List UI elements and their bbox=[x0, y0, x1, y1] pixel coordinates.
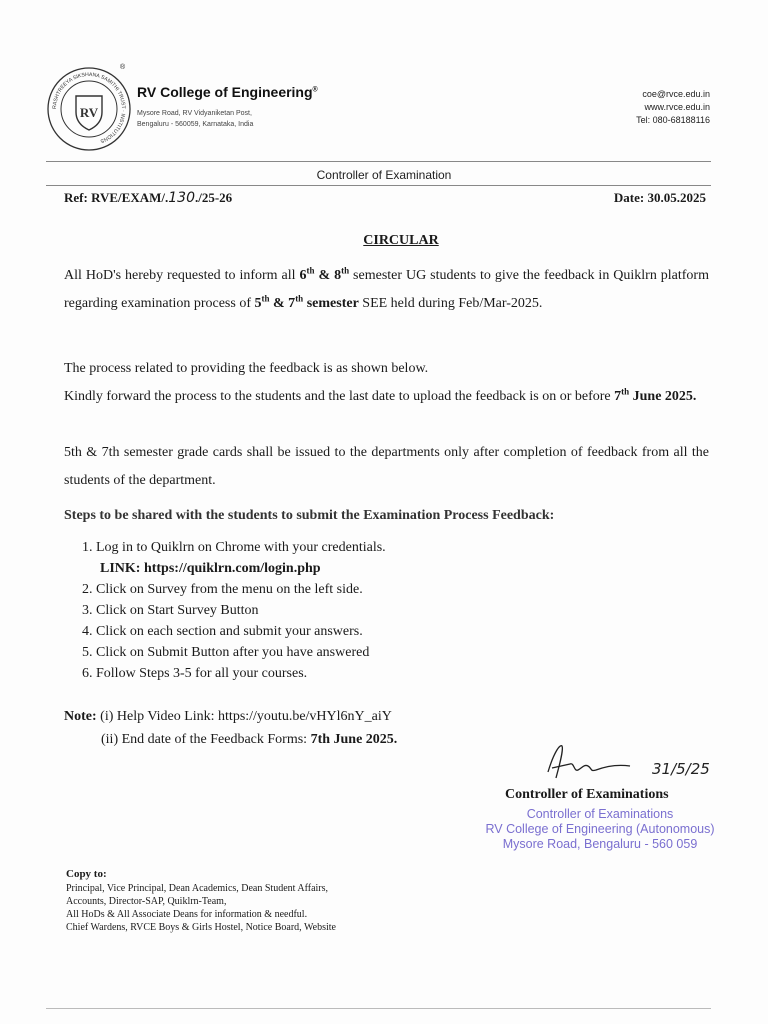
step-item: 3. Click on Start Survey Button bbox=[82, 603, 259, 618]
header-divider-top bbox=[46, 161, 711, 162]
stamp-line-1: Controller of Examinations bbox=[526, 807, 674, 821]
college-address bbox=[137, 108, 253, 130]
signatory-title: Controller of Examinations bbox=[505, 787, 669, 802]
help-video-link[interactable]: (i) Help Video Link: https://youtu.be/vHYl6nY_aiY bbox=[96, 709, 392, 724]
logo-shield-text: RV bbox=[79, 105, 99, 120]
copy-line: Chief Wardens, RVCE Boys & Girls Hostel, Notice Board, Website bbox=[66, 922, 336, 933]
step-item: 2. Click on Survey from the menu on the left side. bbox=[82, 582, 363, 597]
official-stamp bbox=[460, 807, 740, 852]
contact-tel: Tel: 080-68188116 bbox=[636, 115, 710, 125]
handwritten-ref-number: 130 bbox=[168, 190, 195, 206]
copy-line: All HoDs & All Associate Deans for information & needful. bbox=[66, 909, 308, 920]
paragraph-process: The process related to providing the feedback is as shown below. bbox=[64, 361, 429, 376]
paragraph-grade-cards: 5th & 7th semester grade cards shall be issued to the departments only after completion of feedback from all the students of the department. bbox=[64, 445, 709, 488]
contact-block bbox=[636, 88, 710, 127]
paragraph-deadline: Kindly forward the process to the students and the last date to upload the feedback is on or before 7th June 2025. bbox=[64, 386, 697, 404]
steps-heading: Steps to be shared with the students to submit the Examination Process Feedback: bbox=[64, 508, 555, 523]
signature-scribble bbox=[540, 742, 730, 792]
note-end-date: (ii) End date of the Feedback Forms: 7th June 2025. bbox=[101, 732, 398, 747]
copy-to-heading: Copy to: bbox=[66, 868, 107, 880]
step-item: 5. Click on Submit Button after you have answered bbox=[82, 645, 370, 660]
copy-line: Accounts, Director-SAP, Quiklrn-Team, bbox=[66, 896, 227, 907]
circular-date: Date: 30.05.2025 bbox=[613, 190, 706, 205]
steps-list bbox=[82, 537, 386, 684]
header-divider-bottom bbox=[46, 185, 711, 186]
paragraph-intro: All HoD's hereby requested to inform all 6th & 8th semester UG students to give the feedback in Quiklrn platform regarding examination process of 5th & 7th semester SEE held during Feb/Mar-2025. bbox=[64, 265, 709, 311]
address-line-1: Mysore Road, RV Vidyaniketan Post, bbox=[137, 110, 252, 117]
logo-ring-text: RASHTREEYA SIKSHANA SAMITHI TRUST · INSTITUTIONS bbox=[51, 71, 127, 144]
step-item: 1. Log in to Quiklrn on Chrome with your credentials. bbox=[82, 540, 386, 555]
login-link[interactable]: LINK: https://quiklrn.com/login.php bbox=[100, 561, 321, 576]
step-item: 4. Click on each section and submit your answers. bbox=[82, 624, 363, 639]
footer-divider bbox=[46, 1008, 711, 1009]
step-item: 6. Follow Steps 3-5 for all your courses. bbox=[82, 666, 308, 681]
note-help-video: Note: (i) Help Video Link: https://youtu.be/vHYl6nY_aiY bbox=[64, 709, 392, 724]
office-title: Controller of Examination bbox=[316, 168, 452, 182]
reference-number: Ref: RVE/EXAM/.130./25-26 bbox=[64, 190, 233, 206]
stamp-line-2: RV College of Engineering (Autonomous) bbox=[485, 822, 715, 836]
address-line-2: Bengaluru - 560059, Karnataka, India bbox=[137, 121, 254, 128]
circular-title: CIRCULAR bbox=[363, 233, 439, 248]
college-name: RV College of Engineering® bbox=[137, 84, 318, 100]
registered-mark: ® bbox=[120, 64, 126, 71]
stamp-line-3: Mysore Road, Bengaluru - 560 059 bbox=[502, 837, 698, 851]
copy-to-list bbox=[66, 882, 336, 934]
signature-date: 31/5/25 bbox=[652, 760, 710, 778]
college-logo bbox=[46, 66, 132, 152]
contact-website[interactable]: www.rvce.edu.in bbox=[644, 102, 710, 112]
contact-email[interactable]: coe@rvce.edu.in bbox=[642, 89, 710, 99]
copy-line: Principal, Vice Principal, Dean Academics, Dean Student Affairs, bbox=[66, 883, 329, 894]
